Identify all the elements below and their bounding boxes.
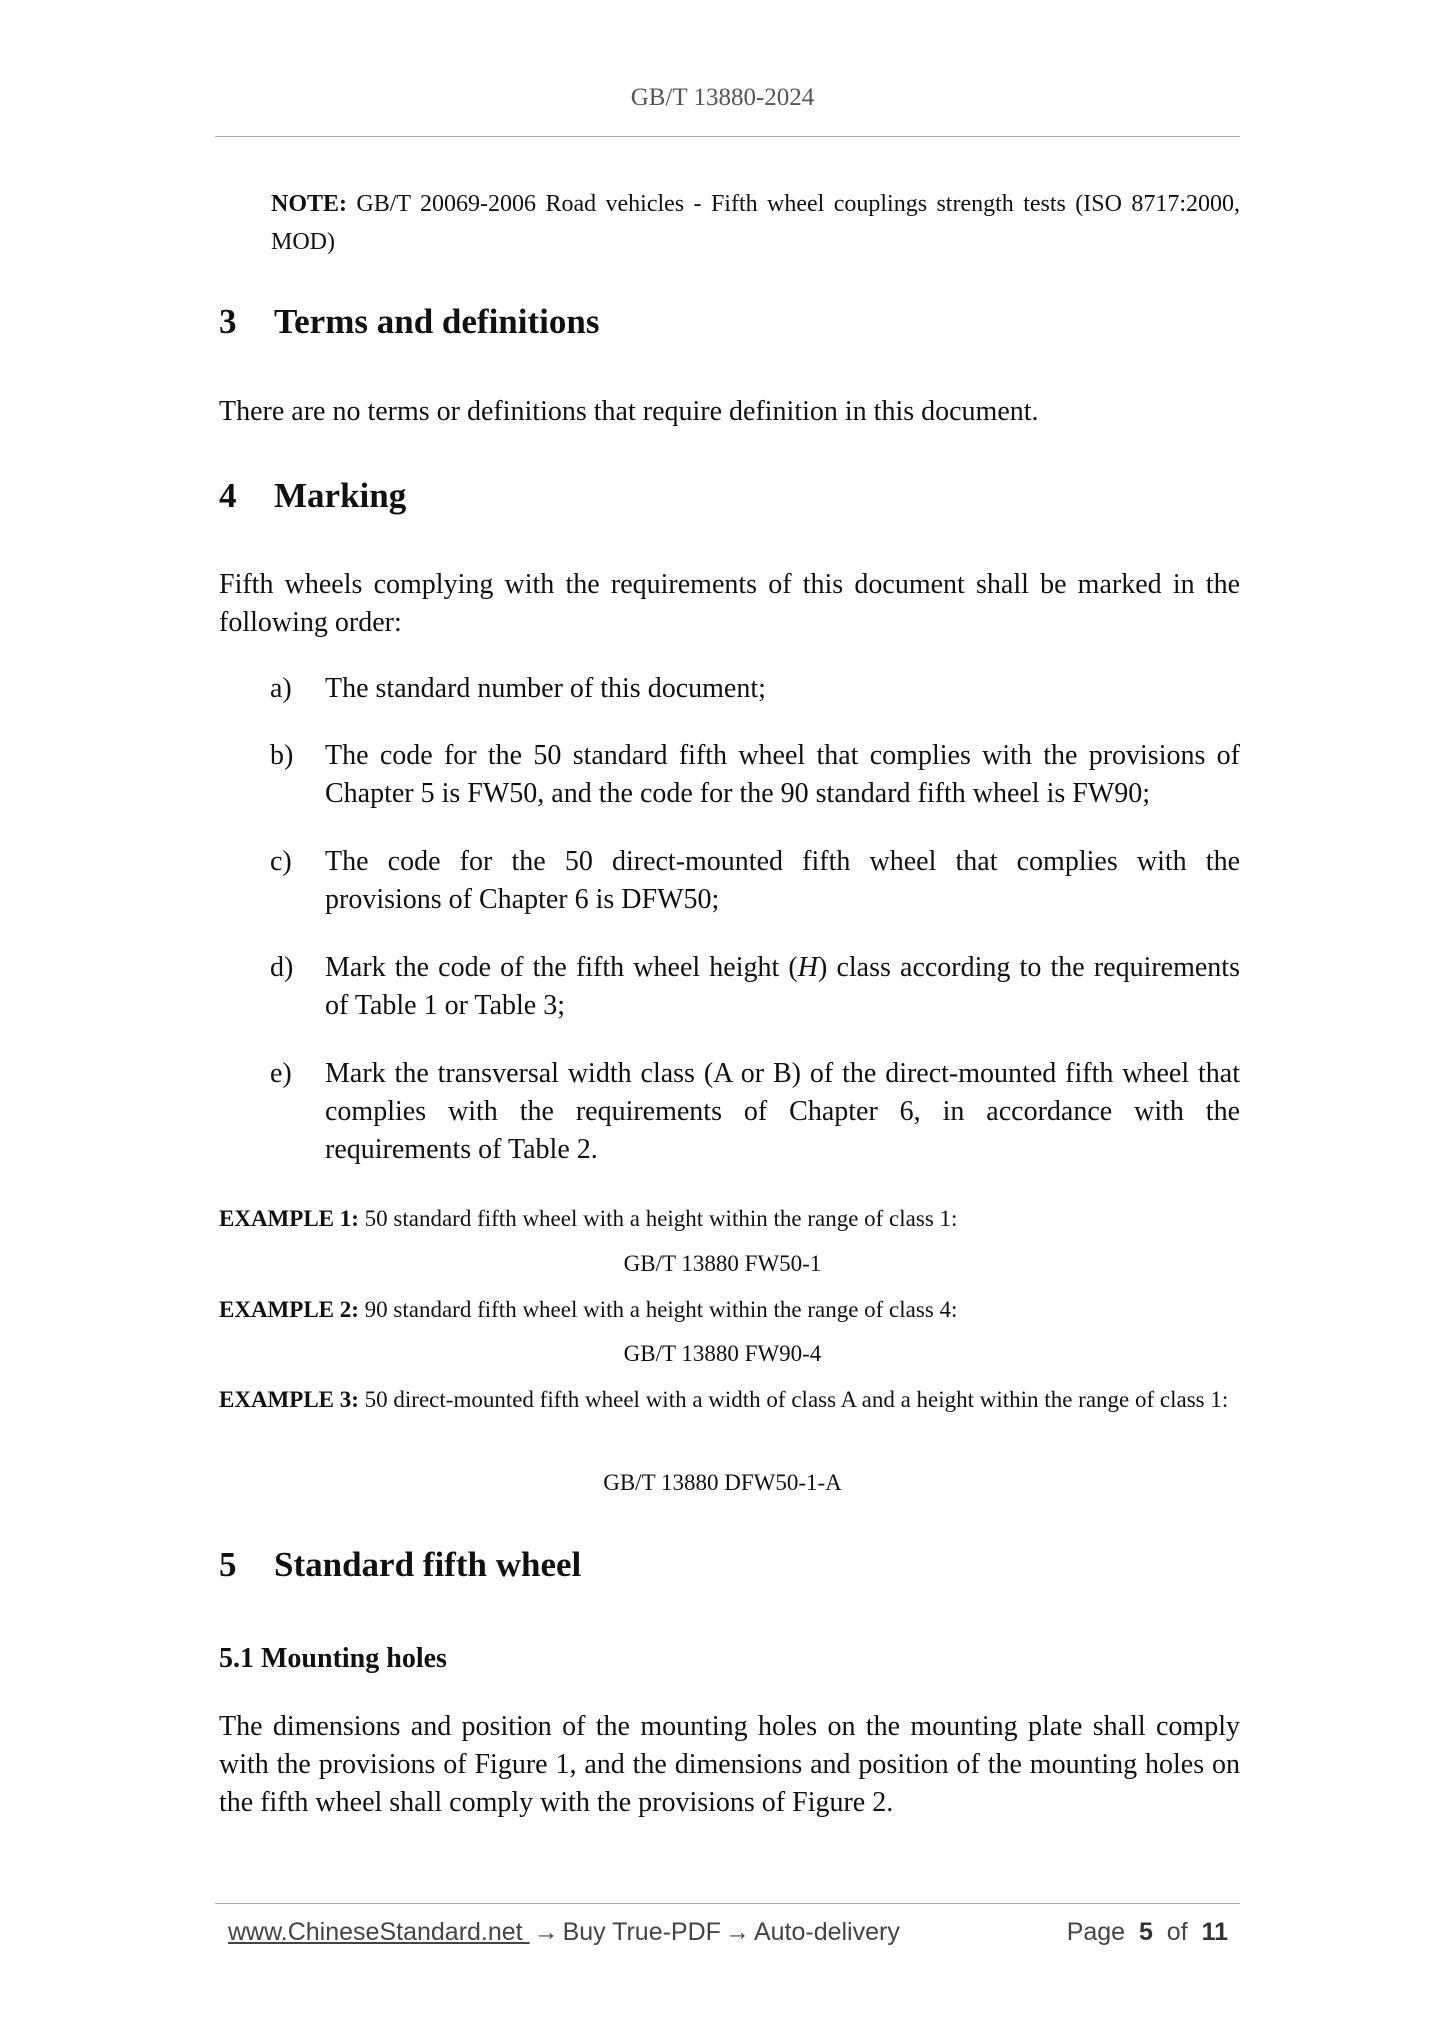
note-text: GB/T 20069-2006 Road vehicles - Fifth wheel couplings strength tests (ISO 8717:2000, MOD) (271, 191, 1240, 255)
page-total: 11 (1201, 1918, 1228, 1946)
section-5-number: 5 (219, 1545, 237, 1584)
list-item-a (270, 670, 1240, 708)
page-indicator (1067, 1912, 1228, 1952)
list-marker-c: c) (270, 846, 292, 877)
note-label: NOTE: (271, 191, 348, 217)
note-paragraph (271, 185, 1240, 261)
section-5-heading (219, 1543, 1240, 1587)
page-label: Page (1066, 1918, 1126, 1946)
example-1 (219, 1200, 1240, 1238)
list-text-c-line1: The code for the 50 direct-mounted fifth wheel that complies with the (325, 846, 1240, 877)
list-marker-d: d) (270, 952, 294, 983)
section-4-number: 4 (219, 476, 237, 515)
section-3-body: There are no terms or definitions that require definition in this document. (219, 396, 1039, 427)
example-1-label: EXAMPLE 1: (219, 1206, 359, 1231)
subsection-5-1-body: The dimensions and position of the mounting holes on the mounting plate shall comply with the provisions of Figure 1, and the dimensions and position of the mounting holes on the fifth wheel shall comply with the provisions of Figure 2. (219, 1711, 1240, 1818)
page-number: 5 (1138, 1918, 1153, 1946)
list-text-e: Mark the transversal width class (A or B) of the direct-mounted fifth wheel that complies with the requirements of Chapter 6, in accordance with the requirements of Table 2. (325, 1058, 1240, 1165)
example-2-code: GB/T 13880 FW90-4 (623, 1341, 822, 1366)
footer-rule (215, 1903, 1240, 1904)
example-3-text: 50 direct-mounted fifth wheel with a width of class A and a height within the range of class 1: (358, 1387, 1229, 1412)
list-text-a: The standard number of this document; (325, 673, 766, 704)
list-text-c-line2: provisions of Chapter 6 is DFW50; (325, 884, 720, 915)
section-3-title: Terms and definitions (274, 302, 600, 341)
section-4-title: Marking (274, 476, 407, 515)
example-3-code: GB/T 13880 DFW50-1-A (603, 1470, 842, 1495)
example-1-text: 50 standard fifth wheel with a height within the range of class 1: (358, 1206, 958, 1231)
list-text-d-after: ) class according to the requirements of Table 1 or Table 3; (325, 952, 1240, 1021)
example-3 (219, 1381, 1240, 1419)
list-text-d (325, 949, 1240, 1025)
list-text-b-line1: The code for the 50 standard fifth wheel that complies with the provisions of (325, 740, 1240, 771)
height-symbol: H (797, 952, 818, 983)
of-label: of (1166, 1918, 1188, 1946)
section-4-heading (219, 474, 1240, 518)
chinesestandard-link[interactable]: www.ChineseStandard.net (228, 1918, 530, 1946)
example-2-text: 90 standard fifth wheel with a height within the range of class 4: (358, 1297, 958, 1322)
section-3-number: 3 (219, 302, 237, 341)
example-2 (219, 1291, 1240, 1329)
list-item-e (270, 1055, 1240, 1169)
header-rule (215, 136, 1240, 137)
list-item-d (270, 949, 1240, 1025)
page-header-title: GB/T 13880-2024 (630, 84, 815, 111)
list-item-c (270, 843, 1240, 919)
example-1-code: GB/T 13880 FW50-1 (623, 1251, 822, 1276)
list-marker-b: b) (270, 740, 294, 771)
list-item-b (270, 737, 1240, 813)
list-marker-a: a) (270, 673, 292, 704)
section-4-intro: Fifth wheels complying with the requirements of this document shall be marked in the following order: (219, 569, 1240, 638)
buy-true-pdf-text: Buy True-PDF (562, 1918, 721, 1946)
example-3-label: EXAMPLE 3: (219, 1387, 359, 1412)
list-text-d-before: Mark the code of the fifth wheel height ( (325, 952, 798, 983)
page-footer (228, 1912, 1228, 1952)
arrow-right-icon: → (533, 1918, 559, 1946)
section-3-heading (219, 300, 1240, 344)
example-2-label: EXAMPLE 2: (219, 1297, 359, 1322)
list-marker-e: e) (270, 1058, 292, 1089)
arrow-right-icon: → (724, 1918, 750, 1946)
section-5-title: Standard fifth wheel (274, 1545, 582, 1584)
auto-delivery-text: Auto-delivery (753, 1918, 900, 1946)
subsection-5-1-title: 5.1 Mounting holes (219, 1643, 447, 1674)
list-text-b-line2: Chapter 5 is FW50, and the code for the 90 standard fifth wheel is FW90; (325, 778, 1151, 809)
